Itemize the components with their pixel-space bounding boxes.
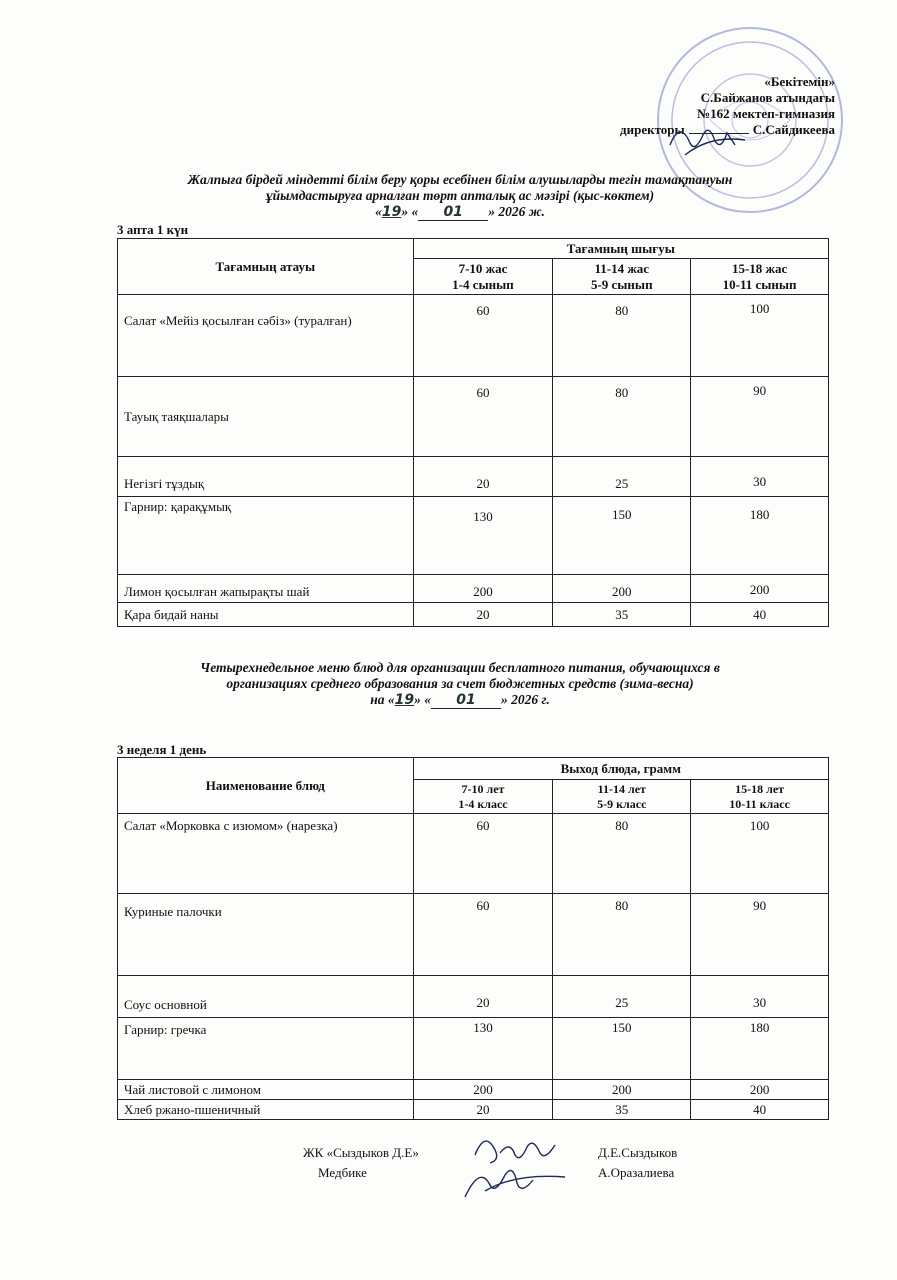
kz-date-close: » 2026 ж.: [488, 204, 545, 219]
kz-row6-v3: 40: [691, 603, 829, 627]
kz-date-mid: » «: [401, 204, 419, 219]
kz-col3-header: [691, 259, 829, 295]
ru-col1-header: [413, 780, 553, 814]
table-row: [118, 1018, 829, 1080]
ru-row1-v3: 100: [691, 814, 829, 894]
ru-row3-v3: 30: [691, 976, 829, 1018]
ru-menu-table: [117, 757, 829, 1120]
ru-row2-v3: 90: [691, 894, 829, 976]
ru-col3-header: [691, 780, 829, 814]
kz-title: [110, 172, 810, 221]
kz-row3-v2: 25: [553, 457, 691, 497]
ru-week-label: 3 неделя 1 день: [117, 742, 207, 757]
kz-col1-header: [413, 259, 553, 295]
table-row: [118, 457, 829, 497]
approval-heading: «Бекітемін»: [764, 74, 835, 89]
director-signature: [665, 115, 755, 165]
table-row: [118, 497, 829, 575]
ru-title-line2: организациях среднего образования за счет бюджетных средств (зима-весна): [226, 676, 694, 691]
kz-title-line2: ұйымдастыруға арналған төрт апталық ас мәзірі (қыс-көктем): [265, 188, 655, 203]
ru-row5-v3: 200: [691, 1080, 829, 1100]
kz-row3-v3: 30: [691, 457, 829, 497]
footer-name2: А.Оразалиева: [598, 1165, 675, 1180]
kz-row5-v1: 200: [413, 575, 553, 603]
ru-date-close: » 2026 г.: [501, 692, 550, 707]
kz-col2-header: [553, 259, 691, 295]
ru-row4-v1: 130: [413, 1018, 553, 1080]
table-row: [118, 1100, 829, 1120]
kz-row5-name: Лимон қосылған жапырақты шай: [118, 575, 414, 603]
ru-col1-age: 7-10 лет: [461, 781, 505, 796]
ru-col2-age: 11-14 лет: [597, 781, 646, 796]
kz-header-output: Тағамның шығуы: [413, 239, 828, 259]
ru-row6-v1: 20: [413, 1100, 553, 1120]
kz-col1-grade: 1-4 сынып: [452, 276, 514, 292]
kz-date-open: «: [375, 204, 382, 219]
kz-title-line1: Жалпыға бірдей міндетті білім беру қоры есебінен білім алушыларды тегін тамақтануын: [187, 172, 733, 187]
ru-header-name: Наименование блюд: [118, 758, 414, 814]
ru-row6-v2: 35: [553, 1100, 691, 1120]
kz-menu-table: [117, 238, 829, 627]
kz-row3-name: Негізгі тұздық: [118, 457, 414, 497]
ru-row3-name: Соус основной: [118, 976, 414, 1018]
kz-col2-age: 11-14 жас: [594, 260, 650, 276]
kz-row2-v3: 90: [691, 377, 829, 457]
kz-date: [110, 204, 810, 221]
ru-date-open: на «: [370, 692, 395, 707]
ru-row4-v2: 150: [553, 1018, 691, 1080]
ru-row1-v1: 60: [413, 814, 553, 894]
ru-row1-v2: 80: [553, 814, 691, 894]
ru-row2-v2: 80: [553, 894, 691, 976]
ru-row1-name: Салат «Морковка с изюмом» (нарезка): [118, 814, 414, 894]
kz-date-day: 19: [381, 204, 402, 220]
ru-row2-v1: 60: [413, 894, 553, 976]
table-row: [118, 377, 829, 457]
ru-row4-v3: 180: [691, 1018, 829, 1080]
ru-row5-name: Чай листовой с лимоном: [118, 1080, 414, 1100]
ru-row6-name: Хлеб ржано-пшеничный: [118, 1100, 414, 1120]
table-row: [118, 575, 829, 603]
approval-director-label: директоры: [620, 122, 685, 137]
footer-role: Медбике: [318, 1165, 367, 1180]
kz-row2-v1: 60: [413, 377, 553, 457]
ru-row4-name: Гарнир: гречка: [118, 1018, 414, 1080]
ru-col1-grade: 1-4 класс: [458, 796, 508, 811]
ru-date-day: 19: [394, 692, 415, 708]
kz-header-name: Тағамның атауы: [118, 239, 414, 295]
table-row: [118, 603, 829, 627]
kz-row4-name: Гарнир: қарақұмық: [118, 497, 414, 575]
table-row: [118, 814, 829, 894]
ru-title: [110, 660, 810, 709]
approval-director-name: С.Сайдикеева: [752, 122, 835, 137]
ru-row5-v2: 200: [553, 1080, 691, 1100]
kz-row1-v1: 60: [413, 295, 553, 377]
table-row: [118, 295, 829, 377]
kz-col3-grade: 10-11 сынып: [722, 276, 797, 292]
kz-row6-v1: 20: [413, 603, 553, 627]
ru-row2-name: Куриные палочки: [118, 894, 414, 976]
kz-col2-grade: 5-9 сынып: [590, 276, 653, 292]
ru-col2-header: [553, 780, 691, 814]
ru-row5-v1: 200: [413, 1080, 553, 1100]
kz-row4-v3: 180: [691, 497, 829, 575]
kz-row6-name: Қара бидай наны: [118, 603, 414, 627]
kz-row5-v2: 200: [553, 575, 691, 603]
approval-gymnasium: №162 мектеп-гимназия: [697, 106, 835, 121]
kz-row1-name: Салат «Мейіз қосылған сәбіз» (туралған): [118, 295, 414, 377]
kz-row6-v2: 35: [553, 603, 691, 627]
kz-row1-v2: 80: [553, 295, 691, 377]
footer-name1: Д.Е.Сыздыков: [598, 1145, 678, 1160]
kz-row3-v1: 20: [413, 457, 553, 497]
kz-date-month: 01: [443, 204, 463, 220]
approval-school: С.Байжанов атындағы: [700, 90, 835, 105]
ru-title-line1: Четырехнедельное меню блюд для организации бесплатного питания, обучающихся в: [200, 660, 720, 675]
footer-org: ЖК «Сыздыков Д.Е»: [303, 1145, 419, 1160]
kz-col1-age: 7-10 жас: [458, 260, 508, 276]
kz-row4-v1: 130: [413, 497, 553, 575]
ru-date: [110, 692, 810, 709]
kz-row1-v3: 100: [691, 295, 829, 377]
kz-col3-age: 15-18 жас: [731, 260, 788, 276]
kz-row2-name: Тауық таяқшалары: [118, 377, 414, 457]
table-row: [118, 1080, 829, 1100]
ru-date-mid: » «: [414, 692, 432, 707]
footer-signatures: [455, 1125, 575, 1210]
ru-col3-grade: 10-11 класс: [729, 796, 790, 811]
kz-row2-v2: 80: [553, 377, 691, 457]
table-row: [118, 894, 829, 976]
ru-row6-v3: 40: [691, 1100, 829, 1120]
ru-header-output: Выход блюда, грамм: [413, 758, 828, 780]
kz-row5-v3: 200: [691, 575, 829, 603]
kz-week-label: 3 апта 1 күн: [117, 222, 189, 237]
ru-date-month: 01: [456, 692, 476, 708]
ru-row3-v2: 25: [553, 976, 691, 1018]
ru-col2-grade: 5-9 класс: [597, 796, 647, 811]
kz-row4-v2: 150: [553, 497, 691, 575]
ru-col3-age: 15-18 лет: [735, 781, 785, 796]
ru-row3-v1: 20: [413, 976, 553, 1018]
table-row: [118, 976, 829, 1018]
